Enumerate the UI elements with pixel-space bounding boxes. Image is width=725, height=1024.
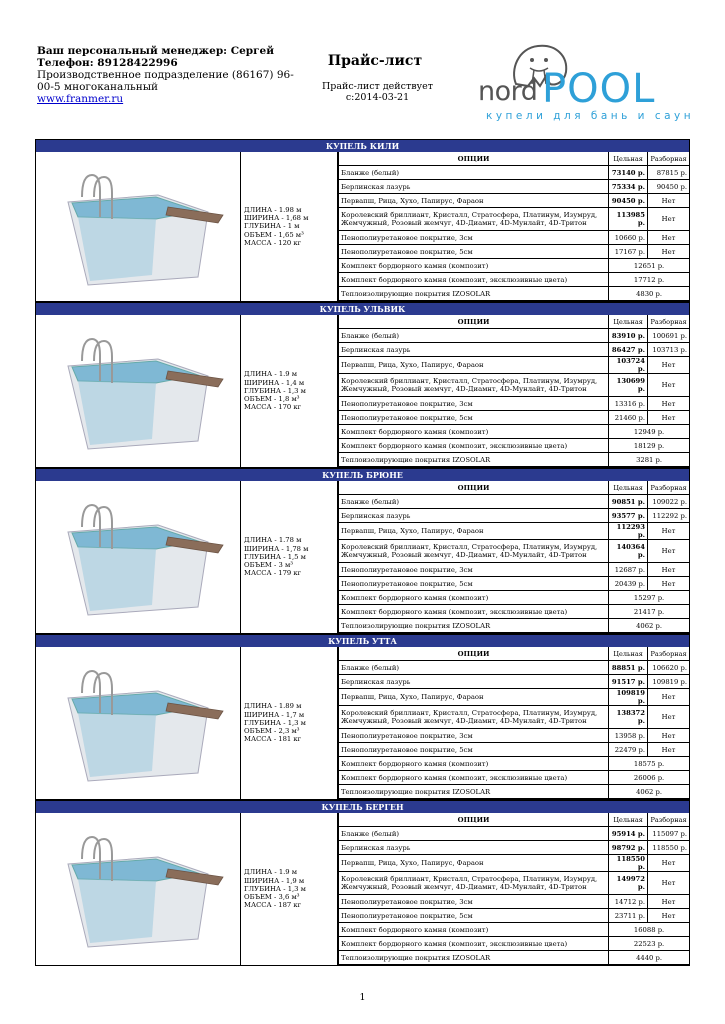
option-name: Королевский бриллиант, Кристалл, Стратосфера, Платинум, Изумруд, Жемчужный, Розовый жемчуг, 4D-Диамнт, 4D-Мунлайт, 4D-Тритон: [339, 706, 609, 729]
whole-price: 86427 р.: [609, 343, 648, 357]
whole-price: 103724 р.: [609, 357, 648, 374]
option-name: Пенополиуретановое покрытие, 3см: [339, 563, 609, 577]
option-name: Бланже (белый): [339, 827, 609, 841]
price-sections: [35, 139, 690, 966]
option-name: Пенополиуретановое покрытие, 5см: [339, 411, 609, 425]
dimension-line: МАССА - 170 кг: [244, 403, 302, 412]
split-price: Нет: [648, 706, 689, 729]
extra-row: [339, 757, 690, 771]
option-row: [339, 166, 690, 180]
extra-price: 26006 р.: [609, 771, 689, 785]
whole-price: 88851 р.: [609, 661, 648, 675]
option-row: [339, 523, 690, 540]
split-price: Нет: [648, 231, 689, 245]
dimension-line: ГЛУБИНА - 1,5 м: [244, 552, 306, 561]
split-price: Нет: [648, 895, 689, 909]
split-price: Нет: [648, 743, 689, 757]
dimension-line: ГЛУБИНА - 1,3 м: [244, 884, 306, 893]
extra-row: [339, 591, 690, 605]
extra-name: Комплект бордюрного камня (композит, эксклюзивные цвета): [339, 273, 609, 287]
tub-image-cell: [36, 152, 241, 301]
extra-price: 22523 р.: [609, 937, 689, 951]
split-price: Нет: [648, 374, 689, 397]
option-row: [339, 872, 690, 895]
whole-price: 138372 р.: [609, 706, 648, 729]
whole-price: 90450 р.: [609, 194, 648, 208]
extra-row: [339, 453, 690, 467]
extra-name: Теплоизолирующие покрытия IZOSOLAR: [339, 453, 609, 467]
options-header-row: [339, 481, 690, 495]
option-name: Королевский бриллиант, Кристалл, Стратосфера, Платинум, Изумруд, Жемчужный, Розовый жемчуг, 4D-Диамнт, 4D-Мунлайт, 4D-Тритон: [339, 208, 609, 231]
option-name: Пенополиуретановое покрытие, 5см: [339, 909, 609, 923]
split-price: Нет: [648, 577, 689, 591]
hot-tub-image: [48, 487, 228, 627]
option-row: [339, 909, 690, 923]
split-price: Нет: [648, 909, 689, 923]
option-name: Пенополиуретановое покрытие, 5см: [339, 577, 609, 591]
option-row: [339, 245, 690, 259]
option-row: [339, 563, 690, 577]
option-name: Пенополиуретановое покрытие, 5см: [339, 743, 609, 757]
whole-price: 75334 р.: [609, 180, 648, 194]
tub-section: [35, 800, 690, 966]
whole-price: 112293 р.: [609, 523, 648, 540]
option-name: Берлинская лазурь: [339, 343, 609, 357]
whole-price: 73140 р.: [609, 166, 648, 180]
extra-row: [339, 287, 690, 301]
option-row: [339, 397, 690, 411]
option-name: Берлинская лазурь: [339, 509, 609, 523]
options-column-header: ОПЦИИ: [339, 315, 609, 329]
split-price: 106620 р.: [648, 661, 689, 675]
whole-price: 95914 р.: [609, 827, 648, 841]
dimension-line: ГЛУБИНА - 1,3 м: [244, 386, 306, 395]
extra-row: [339, 785, 690, 799]
extra-price: 12949 р.: [609, 425, 689, 439]
whole-column-header: Цельная: [609, 813, 648, 827]
extra-row: [339, 273, 690, 287]
split-price: 87815 р.: [648, 166, 689, 180]
extra-row: [339, 605, 690, 619]
dimensions-cell: [241, 813, 338, 965]
whole-price: 91517 р.: [609, 675, 648, 689]
options-column-header: ОПЦИИ: [339, 481, 609, 495]
extra-row: [339, 439, 690, 453]
dimension-line: ШИРИНА - 1,68 м: [244, 214, 309, 223]
option-row: [339, 855, 690, 872]
split-column-header: Разборная: [648, 647, 689, 661]
option-name: Берлинская лазурь: [339, 841, 609, 855]
option-row: [339, 208, 690, 231]
whole-price: 17167 р.: [609, 245, 648, 259]
dimension-line: ДЛИНА - 1.89 м: [244, 702, 302, 711]
split-price: Нет: [648, 689, 689, 706]
section-body: [36, 152, 689, 301]
option-name: Королевский бриллиант, Кристалл, Стратосфера, Платинум, Изумруд, Жемчужный, Розовый жемчуг, 4D-Диамнт, 4D-Мунлайт, 4D-Тритон: [339, 374, 609, 397]
option-row: [339, 743, 690, 757]
whole-price: 118550 р.: [609, 855, 648, 872]
split-price: Нет: [648, 411, 689, 425]
section-title: КУПЕЛЬ УЛЬВИК: [36, 302, 689, 315]
whole-column-header: Цельная: [609, 647, 648, 661]
tub-section: [35, 634, 690, 800]
whole-price: 13958 р.: [609, 729, 648, 743]
dimensions-cell: [241, 647, 338, 799]
hot-tub-image: [48, 819, 228, 959]
tub-image-cell: [36, 813, 241, 965]
whole-price: 113985 р.: [609, 208, 648, 231]
options-header-row: [339, 152, 690, 166]
options-column-header: ОПЦИИ: [339, 152, 609, 166]
logo-pool: POOL: [542, 66, 656, 112]
dimension-line: ДЛИНА - 1.78 м: [244, 536, 302, 545]
extra-price: 3281 р.: [609, 453, 689, 467]
extra-name: Комплект бордюрного камня (композит, эксклюзивные цвета): [339, 937, 609, 951]
logo-nord: nord: [478, 76, 538, 107]
option-row: [339, 509, 690, 523]
section-body: [36, 481, 689, 633]
whole-price: 20439 р.: [609, 577, 648, 591]
split-price: 112292 р.: [648, 509, 689, 523]
option-name: Первапш, Рица, Хухо, Папирус, Фараон: [339, 689, 609, 706]
option-row: [339, 495, 690, 509]
split-price: Нет: [648, 397, 689, 411]
extra-name: Теплоизолирующие покрытия IZOSOLAR: [339, 785, 609, 799]
split-price: Нет: [648, 729, 689, 743]
dimension-line: ОБЪЕМ - 3 м³: [244, 561, 294, 570]
extra-row: [339, 619, 690, 633]
split-price: 118550 р.: [648, 841, 689, 855]
extra-name: Теплоизолирующие покрытия IZOSOLAR: [339, 287, 609, 301]
dimension-line: ШИРИНА - 1,4 м: [244, 378, 305, 387]
manager-contact-block: [37, 45, 297, 105]
valid-date: с:2014-03-21: [345, 92, 410, 103]
option-name: Первапш, Рица, Хухо, Папирус, Фараон: [339, 523, 609, 540]
extra-price: 18575 р.: [609, 757, 689, 771]
dimensions-cell: [241, 152, 338, 301]
whole-price: 22479 р.: [609, 743, 648, 757]
options-column-header: ОПЦИИ: [339, 647, 609, 661]
option-name: Берлинская лазурь: [339, 180, 609, 194]
section-body: [36, 315, 689, 467]
hot-tub-image: [48, 157, 228, 297]
whole-price: 149972 р.: [609, 872, 648, 895]
split-column-header: Разборная: [648, 481, 689, 495]
options-header-row: [339, 315, 690, 329]
extra-row: [339, 951, 690, 965]
dimension-line: МАССА - 181 кг: [244, 735, 302, 744]
dimension-line: МАССА - 120 кг: [244, 238, 302, 247]
whole-price: 130699 р.: [609, 374, 648, 397]
option-row: [339, 729, 690, 743]
extra-row: [339, 923, 690, 937]
dimension-line: ОБЪЕМ - 3,6 м³: [244, 893, 300, 902]
extra-name: Комплект бордюрного камня (композит, эксклюзивные цвета): [339, 605, 609, 619]
split-price: Нет: [648, 208, 689, 231]
options-table: [338, 481, 689, 633]
option-name: Королевский бриллиант, Кристалл, Стратосфера, Платинум, Изумруд, Жемчужный, Розовый жемчуг, 4D-Диамнт, 4D-Мунлайт, 4D-Тритон: [339, 872, 609, 895]
options-table: [338, 315, 689, 467]
extra-name: Комплект бордюрного камня (композит): [339, 923, 609, 937]
option-row: [339, 675, 690, 689]
split-price: Нет: [648, 872, 689, 895]
extra-price: 21417 р.: [609, 605, 689, 619]
extra-name: Теплоизолирующие покрытия IZOSOLAR: [339, 619, 609, 633]
extra-name: Комплект бордюрного камня (композит, эксклюзивные цвета): [339, 439, 609, 453]
split-price: 115097 р.: [648, 827, 689, 841]
option-row: [339, 689, 690, 706]
extra-price: 4830 р.: [609, 287, 689, 301]
hot-tub-image: [48, 321, 228, 461]
manager-name: Ваш персональный менеджер: Сергей: [37, 45, 274, 57]
option-name: Берлинская лазурь: [339, 675, 609, 689]
whole-price: 13316 р.: [609, 397, 648, 411]
tub-image-cell: [36, 481, 241, 633]
dimension-line: ОБЪЕМ - 1,8 м³: [244, 395, 300, 404]
valid-from: [300, 81, 455, 103]
options-table: [338, 152, 689, 301]
page-title: Прайс-лист: [327, 53, 423, 69]
whole-column-header: Цельная: [609, 315, 648, 329]
options-column-header: ОПЦИИ: [339, 813, 609, 827]
page-number: 1: [359, 992, 366, 1003]
whole-column-header: Цельная: [609, 481, 648, 495]
split-price: 109819 р.: [648, 675, 689, 689]
page-header: [0, 0, 725, 135]
split-price: Нет: [648, 523, 689, 540]
split-price: 109022 р.: [648, 495, 689, 509]
option-row: [339, 411, 690, 425]
split-price: Нет: [648, 563, 689, 577]
option-row: [339, 343, 690, 357]
extra-price: 17712 р.: [609, 273, 689, 287]
whole-price: 23711 р.: [609, 909, 648, 923]
extra-name: Комплект бордюрного камня (композит): [339, 757, 609, 771]
option-name: Пенополиуретановое покрытие, 3см: [339, 895, 609, 909]
whole-price: 140364 р.: [609, 540, 648, 563]
whole-price: 93577 р.: [609, 509, 648, 523]
option-row: [339, 827, 690, 841]
option-row: [339, 180, 690, 194]
section-title: КУПЕЛЬ БЕРГЕН: [36, 800, 689, 813]
extra-price: 16088 р.: [609, 923, 689, 937]
nordpool-logo: [472, 40, 695, 130]
dimension-line: МАССА - 187 кг: [244, 901, 302, 910]
division-phone: Производственное подразделение (86167) 96-00-5 многоканальный: [37, 69, 294, 93]
whole-price: 90851 р.: [609, 495, 648, 509]
tub-section: [35, 139, 690, 302]
extra-name: Комплект бордюрного камня (композит, эксклюзивные цвета): [339, 771, 609, 785]
split-price: Нет: [648, 855, 689, 872]
logo-tagline: купели для бань и саун: [486, 110, 695, 122]
split-price: Нет: [648, 540, 689, 563]
split-price: Нет: [648, 245, 689, 259]
split-column-header: Разборная: [648, 152, 689, 166]
dimension-line: ШИРИНА - 1,7 м: [244, 710, 305, 719]
extra-row: [339, 937, 690, 951]
whole-price: 14712 р.: [609, 895, 648, 909]
whole-price: 12687 р.: [609, 563, 648, 577]
extra-name: Комплект бордюрного камня (композит): [339, 425, 609, 439]
option-row: [339, 895, 690, 909]
option-name: Пенополиуретановое покрытие, 3см: [339, 729, 609, 743]
section-body: [36, 647, 689, 799]
dimension-line: ШИРИНА - 1,9 м: [244, 876, 305, 885]
tub-image-cell: [36, 647, 241, 799]
option-name: Бланже (белый): [339, 329, 609, 343]
dimensions-cell: [241, 481, 338, 633]
option-name: Бланже (белый): [339, 166, 609, 180]
option-row: [339, 661, 690, 675]
options-table: [338, 813, 689, 965]
option-row: [339, 357, 690, 374]
dimension-line: ДЛИНА - 1.9 м: [244, 370, 298, 379]
dimension-line: ОБЪЕМ - 2,3 м³: [244, 727, 300, 736]
split-price: 103713 р.: [648, 343, 689, 357]
option-name: Первапш, Рица, Хухо, Папирус, Фараон: [339, 855, 609, 872]
split-price: 100691 р.: [648, 329, 689, 343]
split-price: Нет: [648, 194, 689, 208]
extra-name: Теплоизолирующие покрытия IZOSOLAR: [339, 951, 609, 965]
option-row: [339, 194, 690, 208]
option-row: [339, 329, 690, 343]
option-name: Бланже (белый): [339, 661, 609, 675]
extra-name: Комплект бордюрного камня (композит): [339, 259, 609, 273]
option-name: Пенополиуретановое покрытие, 5см: [339, 245, 609, 259]
manager-phone: Телефон: 89128422996: [37, 57, 178, 69]
whole-column-header: Цельная: [609, 152, 648, 166]
option-row: [339, 374, 690, 397]
option-name: Пенополиуретановое покрытие, 3см: [339, 231, 609, 245]
dimension-line: ШИРИНА - 1,78 м: [244, 544, 309, 553]
whole-price: 83910 р.: [609, 329, 648, 343]
option-name: Бланже (белый): [339, 495, 609, 509]
dimension-line: ОБЪЕМ - 1,65 м³: [244, 230, 304, 239]
option-name: Пенополиуретановое покрытие, 3см: [339, 397, 609, 411]
valid-label: Прайс-лист действует: [321, 81, 434, 92]
website-link[interactable]: www.franmer.ru: [37, 93, 124, 105]
option-row: [339, 231, 690, 245]
extra-price: 18129 р.: [609, 439, 689, 453]
option-row: [339, 540, 690, 563]
option-row: [339, 706, 690, 729]
extra-price: 12651 р.: [609, 259, 689, 273]
options-header-row: [339, 813, 690, 827]
option-row: [339, 577, 690, 591]
option-row: [339, 841, 690, 855]
dimension-line: ГЛУБИНА - 1,3 м: [244, 718, 306, 727]
section-body: [36, 813, 689, 965]
section-title: КУПЕЛЬ БРЮНЕ: [36, 468, 689, 481]
tub-section: [35, 468, 690, 634]
split-column-header: Разборная: [648, 813, 689, 827]
dimension-line: ДЛИНА - 1.9 м: [244, 868, 298, 877]
whole-price: 98792 р.: [609, 841, 648, 855]
extra-price: 15297 р.: [609, 591, 689, 605]
section-title: КУПЕЛЬ КИЛИ: [36, 139, 689, 152]
split-column-header: Разборная: [648, 315, 689, 329]
extra-price: 4440 р.: [609, 951, 689, 965]
option-name: Первапш, Рица, Хухо, Папирус, Фараон: [339, 194, 609, 208]
dimension-line: ГЛУБИНА - 1 м: [244, 222, 300, 231]
hot-tub-image: [48, 653, 228, 793]
options-header-row: [339, 647, 690, 661]
dimension-line: МАССА - 179 кг: [244, 569, 302, 578]
whole-price: 109819 р.: [609, 689, 648, 706]
whole-price: 10660 р.: [609, 231, 648, 245]
section-title: КУПЕЛЬ УТТА: [36, 634, 689, 647]
extra-row: [339, 425, 690, 439]
tub-section: [35, 302, 690, 468]
extra-row: [339, 771, 690, 785]
extra-price: 4062 р.: [609, 619, 689, 633]
whole-price: 21460 р.: [609, 411, 648, 425]
dimensions-cell: [241, 315, 338, 467]
options-table: [338, 647, 689, 799]
extra-price: 4062 р.: [609, 785, 689, 799]
split-price: Нет: [648, 357, 689, 374]
extra-name: Комплект бордюрного камня (композит): [339, 591, 609, 605]
option-name: Первапш, Рица, Хухо, Папирус, Фараон: [339, 357, 609, 374]
extra-row: [339, 259, 690, 273]
dimension-line: ДЛИНА - 1.98 м: [244, 205, 302, 214]
tub-image-cell: [36, 315, 241, 467]
option-name: Королевский бриллиант, Кристалл, Стратосфера, Платинум, Изумруд, Жемчужный, Розовый жемчуг, 4D-Диамнт, 4D-Мунлайт, 4D-Тритон: [339, 540, 609, 563]
split-price: 90450 р.: [648, 180, 689, 194]
